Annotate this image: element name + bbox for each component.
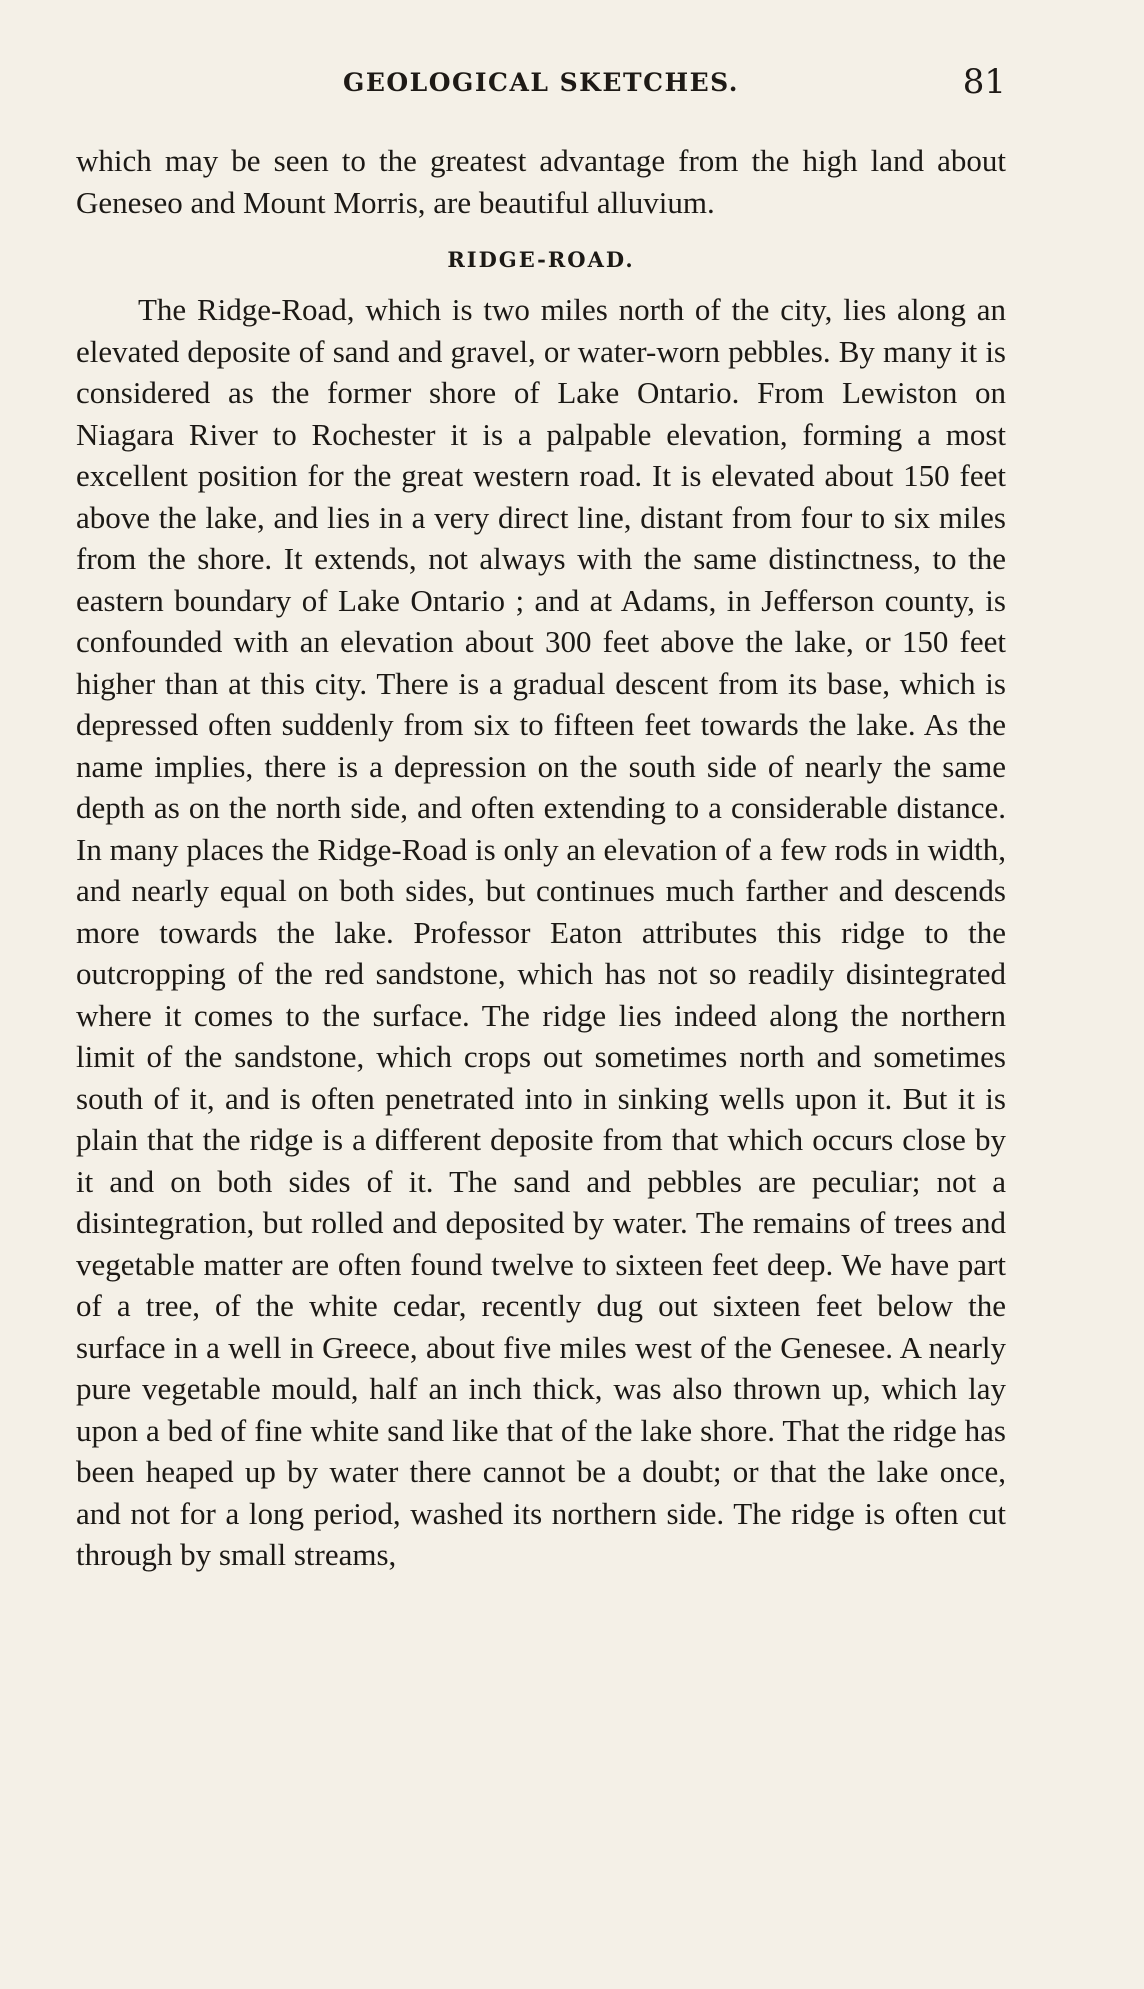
running-title: GEOLOGICAL SKETCHES. bbox=[342, 68, 740, 97]
running-head bbox=[76, 62, 1006, 102]
section-heading: RIDGE-ROAD. bbox=[447, 247, 635, 272]
page-number: 81 bbox=[962, 62, 1006, 102]
ridge-road-paragraph: The Ridge-Road, which is two miles north of the city, lies along an elevated deposite of sand and gravel, or water-worn pebbles. By many it is considered as the former shore of Lake Ontario. From Lewiston on Niagara River to Rochester it is a palpable elevation, forming a most excellent position for the great western road. It is elevated about 150 feet above the lake, and lies in a very direct line, distant from four to six miles from the shore. It extends, not always with the same distinctness, to the eastern boundary of Lake Ontario ; and at Adams, in Jefferson county, is confounded with an elevation about 300 feet above the lake, or 150 feet higher than at this city. There is a gradual descent from its base, which is depressed often suddenly from six to fifteen feet towards the lake. As the name implies, there is a depression on the south side of nearly the same depth as on the north side, and often extending to a considerable distance. In many places the Ridge-Road is only an elevation of a few rods in width, and nearly equal on both sides, but continues much farther and descends more towards the lake. Professor Eaton attributes this ridge to the outcropping of the red sandstone, which has not so readily disintegrated where it comes to the surface. The ridge lies indeed along the northern limit of the sandstone, which crops out sometimes north and sometimes south of it, and is often penetrated into in sinking wells upon it. But it is plain that the ridge is a different deposite from that which occurs close by it and on both sides of it. The sand and pebbles are peculiar; not a disintegration, but rolled and deposited by water. The remains of trees and vegetable matter are often found twelve to sixteen feet deep. We have part of a tree, of the white cedar, recently dug out sixteen feet below the surface in a well in Greece, about five miles west of the Genesee. A nearly pure vegetable mould, half an inch thick, was also thrown up, which lay upon a bed of fine white sand like that of the lake shore. That the ridge has been heaped up by water there cannot be a doubt; or that the lake once, and not for a long period, washed its northern side. The ridge is often cut through by small streams, bbox=[76, 292, 1006, 1572]
continued-paragraph: which may be seen to the greatest advantage from the high land about Geneseo and Mount Morris, are beautiful alluvium. bbox=[76, 143, 1006, 220]
body-text bbox=[76, 140, 1006, 1576]
